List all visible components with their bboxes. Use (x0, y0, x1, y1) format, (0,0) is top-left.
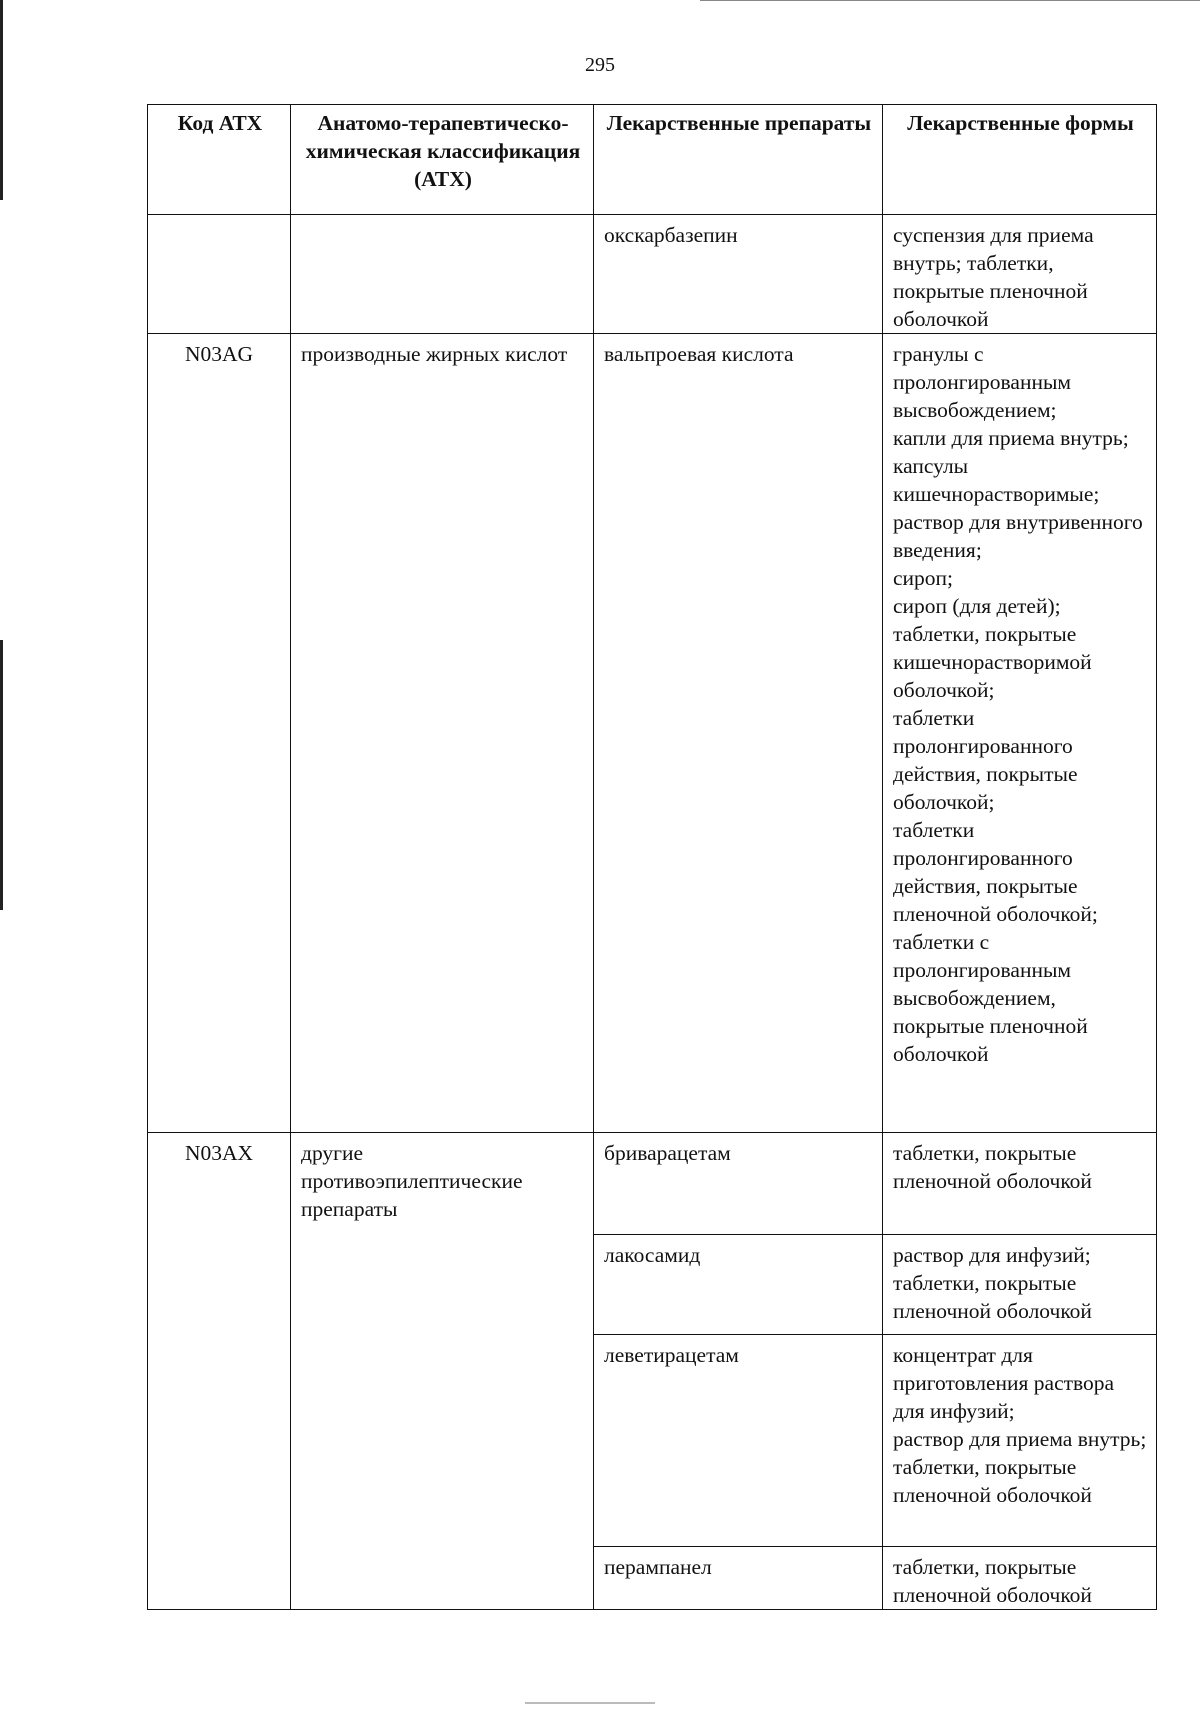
row-drug: леветирацетам (594, 1335, 883, 1547)
row-forms (883, 334, 1157, 1133)
row-forms-text: таблетки, покрытые пленочной оболочкой (893, 1555, 1092, 1607)
row-drug: окскарбазепин (594, 215, 883, 334)
row-code: N03AX (148, 1133, 291, 1610)
row-forms (883, 1133, 1157, 1235)
table-header-row (148, 105, 1157, 215)
row-drug: перампанел (594, 1547, 883, 1610)
row-drug: вальпроевая кислота (594, 334, 883, 1133)
row-code (148, 215, 291, 334)
row-forms-text: таблетки, покрытые пленочной оболочкой (893, 1141, 1092, 1193)
row-classification: другие противоэпилептические препараты (291, 1133, 594, 1610)
row-forms (883, 1547, 1157, 1610)
row-drug: бриварацетам (594, 1133, 883, 1235)
row-forms-text: суспензия для приема внутрь; таблетки, покрытые пленочной оболочкой (893, 223, 1094, 331)
header-drugs: Лекарственные препараты (594, 105, 883, 215)
page-number: 295 (585, 54, 615, 76)
table-row (148, 1133, 1157, 1235)
row-drug: лакосамид (594, 1235, 883, 1335)
header-forms: Лекарственные формы (883, 105, 1157, 215)
row-code: N03AG (148, 334, 291, 1133)
scan-top-line (700, 0, 1200, 1)
row-classification (291, 215, 594, 334)
atx-table (147, 104, 1157, 1610)
row-forms-text: гранулы с пролонгированным высвобождением; капли для приема внутрь; капсулы кишечнорастворимые; раствор для внутривенного введения; сироп; сироп (для детей); таблетки, покрытые кишечнорастворимой оболочкой; таблетки пролонгированного действия, покрытые оболочкой; таблетки пролонгированного действия, покрытые пленочной оболочкой; таблетки с пролонгированным высвобождением, покрытые пленочной оболочкой (893, 342, 1143, 1066)
table-row (148, 215, 1157, 334)
scan-edge-bottom (0, 640, 3, 910)
header-classification: Анатомо-терапевтическо-химическая классификация (АТХ) (291, 105, 594, 215)
scan-edge-top (0, 0, 3, 200)
row-forms-text: концентрат для приготовления раствора для инфузий; раствор для приема внутрь; таблетки, покрытые пленочной оболочкой (893, 1343, 1147, 1507)
row-classification: производные жирных кислот (291, 334, 594, 1133)
row-forms (883, 1335, 1157, 1547)
header-code: Код АТХ (148, 105, 291, 215)
scan-bottom-mark (525, 1702, 655, 1704)
table-row (148, 334, 1157, 1133)
row-forms (883, 1235, 1157, 1335)
row-forms-text: раствор для инфузий; таблетки, покрытые пленочной оболочкой (893, 1243, 1092, 1323)
row-forms (883, 215, 1157, 334)
